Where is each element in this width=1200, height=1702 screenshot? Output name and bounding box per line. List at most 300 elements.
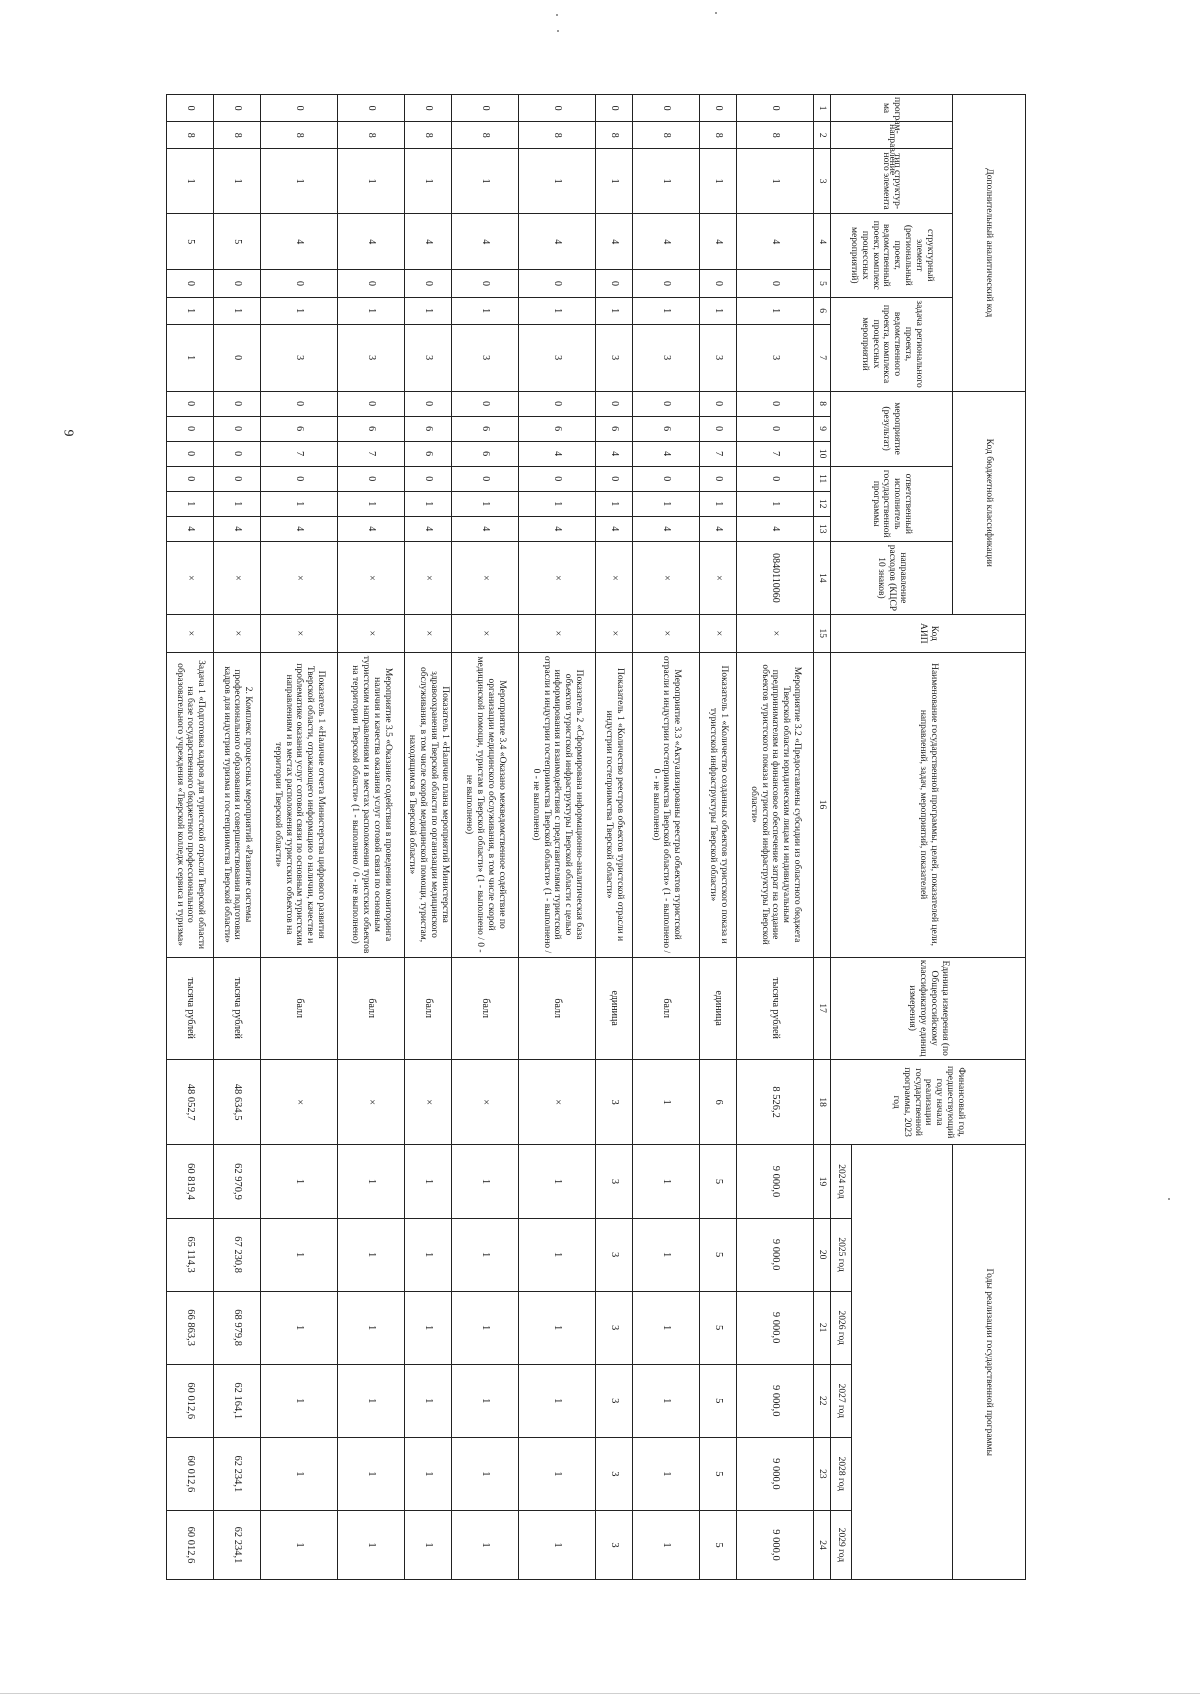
year-value-cell: 1: [633, 1437, 700, 1510]
code-cell: 1: [519, 491, 596, 516]
unit-cell: балл: [338, 957, 405, 1059]
header-year: 2028 год: [831, 1437, 852, 1510]
year-value-cell: 3: [596, 1291, 633, 1364]
code-cell: 0: [519, 95, 596, 122]
code-cell: 0: [452, 95, 519, 122]
description-cell: Задача 1 «Подготовка кадров для туристской отрасли Тверской области на базе государственного бюджетного профессионального образовательного учреждения «Тверской колледж сервиса и туризма»: [167, 652, 214, 957]
base-year-cell: ×: [261, 1059, 338, 1145]
code-cell: 4: [633, 214, 700, 270]
code-cell: 1: [596, 491, 633, 516]
code-cell: 0: [261, 95, 338, 122]
column-index-cell: 11: [814, 466, 831, 491]
code-cell: 0: [167, 441, 214, 466]
code-cell: 0: [214, 441, 261, 466]
code-cell: 0: [596, 466, 633, 491]
header-strukt-element: структурный элемент (региональный проект, ведомственный проект, комплекс процессных мероприятий): [831, 214, 953, 298]
code-cell: 1: [214, 149, 261, 214]
year-value-cell: 66 863,3: [167, 1291, 214, 1364]
ait-cell: ×: [214, 615, 261, 653]
year-value-cell: 1: [261, 1145, 338, 1218]
code-cell: 0: [167, 466, 214, 491]
base-year-cell: ×: [519, 1059, 596, 1145]
code-cell: 0: [452, 270, 519, 297]
year-value-cell: 1: [633, 1364, 700, 1437]
code-cell: 4: [167, 516, 214, 541]
code-cell: 0: [261, 391, 338, 416]
code-cell: 1: [700, 149, 737, 214]
description-cell: Показатель 1 «Количество реестров объектов туристской отрасли и индустрии гостеприимства Тверской области»: [596, 652, 633, 957]
code-cell: 0: [633, 270, 700, 297]
code-cell: 1: [737, 491, 814, 516]
code-cell: 1: [596, 297, 633, 324]
base-year-cell: 48 052,7: [167, 1059, 214, 1145]
year-value-cell: 67 230,8: [214, 1218, 261, 1291]
code-cell: 1: [405, 491, 452, 516]
code-cell: 3: [261, 324, 338, 391]
code-cell: 6: [338, 416, 405, 441]
header-years-title: Годы реализации государственной программы: [953, 1145, 1026, 1580]
year-value-cell: 1: [519, 1291, 596, 1364]
code-cell: 0: [737, 270, 814, 297]
scan-speck: [556, 14, 558, 16]
ait-cell: ×: [405, 615, 452, 653]
year-value-cell: 5: [700, 1145, 737, 1218]
scan-speck: [715, 12, 717, 14]
code-cell: 7: [261, 441, 338, 466]
code-cell: 3: [737, 324, 814, 391]
code-cell: 3: [405, 324, 452, 391]
column-index-cell: 18: [814, 1059, 831, 1145]
code-cell: 4: [633, 441, 700, 466]
description-cell: Показатель 1 «Количество созданных объектов туристского показа и туристской инфраструктуры Тверской области»: [700, 652, 737, 957]
code-cell: 0: [338, 95, 405, 122]
code-cell: 5: [167, 214, 214, 270]
column-index-cell: 6: [814, 297, 831, 324]
ait-cell: ×: [452, 615, 519, 653]
ait-cell: ×: [519, 615, 596, 653]
year-value-cell: 1: [452, 1291, 519, 1364]
code-cell: 0: [737, 416, 814, 441]
ait-cell: ×: [737, 615, 814, 653]
header-year: 2027 год: [831, 1364, 852, 1437]
code-cell: 6: [452, 441, 519, 466]
code-cell: 0: [214, 391, 261, 416]
code-cell: 8: [452, 122, 519, 149]
code-cell: 0: [167, 95, 214, 122]
table-row: [700, 95, 737, 1580]
code-cell: 1: [452, 297, 519, 324]
description-cell: Мероприятие 3.2 «Предоставлены субсидии из областного бюджета Тверской области юридическим лицам и индивидуальным предпринимателям на финансовое обеспечение затрат на создание объектов туристского показа и туристской инфраструктуры Тверской области»: [737, 652, 814, 957]
year-value-cell: 1: [452, 1218, 519, 1291]
unit-cell: балл: [452, 957, 519, 1059]
program-table: [166, 94, 1026, 1580]
column-index-cell: 10: [814, 441, 831, 466]
column-index-cell: 8: [814, 391, 831, 416]
kcsr-cell: ×: [700, 541, 737, 614]
header-meropriyatie: мероприятие (результат): [831, 391, 953, 466]
code-cell: 0: [338, 270, 405, 297]
year-value-cell: 1: [452, 1437, 519, 1510]
header-tip-elementa: тип структур-ного элемента: [831, 149, 953, 214]
code-cell: 8: [737, 122, 814, 149]
page-number: 9: [60, 429, 76, 437]
column-index-cell: 21: [814, 1291, 831, 1364]
code-cell: 4: [519, 516, 596, 541]
year-value-cell: 3: [596, 1364, 633, 1437]
code-cell: 7: [338, 441, 405, 466]
unit-cell: балл: [405, 957, 452, 1059]
column-index-cell: 12: [814, 491, 831, 516]
code-cell: 0: [167, 416, 214, 441]
code-cell: 0: [737, 466, 814, 491]
description-cell: Мероприятие 3.5 «Оказание содействия в проведении мониторинга наличия и качества оказания услуг сотовой связи по основным туристским направлениям и в местах расположения туристских объектов на территории Тверской области» (1 - выполнено / 0 - не выполнено): [338, 652, 405, 957]
code-cell: 0: [405, 466, 452, 491]
code-cell: 0: [405, 391, 452, 416]
code-cell: 1: [338, 149, 405, 214]
code-cell: 1: [261, 491, 338, 516]
year-value-cell: 1: [405, 1218, 452, 1291]
header-zadacha: задача регионального проекта, ведомственного проекта, комплекса процессных мероприятий: [831, 297, 953, 391]
kcsr-cell: ×: [167, 541, 214, 614]
year-value-cell: 60 012,6: [167, 1437, 214, 1510]
code-cell: 3: [519, 324, 596, 391]
code-cell: 0: [214, 324, 261, 391]
description-cell: Показатель 1 «Наличие плана мероприятий Министерства здравоохранения Тверской области по организации медицинского обслуживания, в том числе скорой медицинской помощи, туристам, находящимся в Тверской области»: [405, 652, 452, 957]
year-value-cell: 1: [633, 1145, 700, 1218]
year-value-cell: 60 012,6: [167, 1364, 214, 1437]
code-cell: 1: [338, 297, 405, 324]
unit-cell: балл: [261, 957, 338, 1059]
unit-cell: единица: [700, 957, 737, 1059]
year-value-cell: 1: [633, 1291, 700, 1364]
year-value-cell: 1: [338, 1364, 405, 1437]
code-cell: 8: [700, 122, 737, 149]
code-cell: 3: [338, 324, 405, 391]
code-cell: 8: [405, 122, 452, 149]
header-years-spacer: [852, 1145, 953, 1580]
code-cell: 0: [700, 95, 737, 122]
year-value-cell: 1: [519, 1437, 596, 1510]
year-value-cell: 5: [700, 1218, 737, 1291]
code-cell: 0: [633, 391, 700, 416]
table-row: [405, 95, 452, 1580]
year-value-cell: 5: [700, 1437, 737, 1510]
code-cell: 6: [519, 416, 596, 441]
code-cell: 0: [700, 391, 737, 416]
code-cell: 8: [261, 122, 338, 149]
code-cell: 4: [405, 214, 452, 270]
code-cell: 4: [633, 516, 700, 541]
ait-cell: ×: [700, 615, 737, 653]
code-cell: 0: [596, 270, 633, 297]
column-index-cell: 15: [814, 615, 831, 653]
code-cell: 1: [700, 491, 737, 516]
code-cell: 0: [452, 391, 519, 416]
code-cell: 4: [452, 214, 519, 270]
code-cell: 0: [167, 391, 214, 416]
year-value-cell: 1: [405, 1291, 452, 1364]
column-index-cell: 13: [814, 516, 831, 541]
code-cell: 3: [700, 324, 737, 391]
table-body: [167, 95, 814, 1580]
year-value-cell: 65 114,3: [167, 1218, 214, 1291]
code-cell: 0: [737, 391, 814, 416]
code-cell: 0: [633, 95, 700, 122]
table-row: [167, 95, 214, 1580]
code-cell: 8: [167, 122, 214, 149]
code-cell: 4: [261, 516, 338, 541]
header-name: Наименование государственной программы, целей, показателей цели, направлений, задач, мероприятий, показателей: [831, 652, 1026, 957]
unit-cell: тысяча рублей: [737, 957, 814, 1059]
code-cell: 0: [519, 466, 596, 491]
year-value-cell: 68 979,8: [214, 1291, 261, 1364]
year-value-cell: 62 234,1: [214, 1510, 261, 1579]
year-value-cell: 5: [700, 1364, 737, 1437]
year-value-cell: 62 164,1: [214, 1364, 261, 1437]
code-cell: 0: [261, 466, 338, 491]
year-value-cell: 1: [519, 1145, 596, 1218]
code-cell: 0: [596, 391, 633, 416]
base-year-cell: 8 526,2: [737, 1059, 814, 1145]
kcsr-cell: ×: [214, 541, 261, 614]
column-index-row: [814, 95, 831, 1580]
code-cell: 0: [214, 466, 261, 491]
ait-cell: ×: [633, 615, 700, 653]
column-index-cell: 22: [814, 1364, 831, 1437]
code-cell: 0: [633, 466, 700, 491]
year-value-cell: 1: [261, 1364, 338, 1437]
code-cell: 4: [700, 516, 737, 541]
header-budget-code: Код бюджетной классификации: [953, 391, 1026, 614]
code-cell: 1: [737, 297, 814, 324]
code-cell: 1: [596, 149, 633, 214]
header-year: 2024 год: [831, 1145, 852, 1218]
code-cell: 0: [452, 466, 519, 491]
base-year-cell: ×: [338, 1059, 405, 1145]
base-year-cell: 6: [700, 1059, 737, 1145]
year-value-cell: 1: [338, 1437, 405, 1510]
code-cell: 4: [596, 516, 633, 541]
code-cell: 4: [519, 214, 596, 270]
header-dop-code: Дополнительный аналитический код: [953, 95, 1026, 392]
table-row: [519, 95, 596, 1580]
year-value-cell: 9 000,0: [737, 1291, 814, 1364]
year-value-cell: 1: [338, 1291, 405, 1364]
description-cell: Показатель 2 «Сформирована информационно-аналитическая база объектов туристской инфраструктуры Тверской области с целью информирования и взаимодействия с представителями туристской отрасли и индустрии гостеприимства Тверской области» (1 - выполнено / 0 - не выполнено): [519, 652, 596, 957]
year-value-cell: 9 000,0: [737, 1364, 814, 1437]
kcsr-cell: 0840110060: [737, 541, 814, 614]
code-cell: 0: [167, 270, 214, 297]
column-index-cell: 24: [814, 1510, 831, 1579]
code-cell: 7: [737, 441, 814, 466]
code-cell: 1: [405, 149, 452, 214]
code-cell: 4: [596, 214, 633, 270]
code-cell: 1: [452, 491, 519, 516]
kcsr-cell: ×: [261, 541, 338, 614]
code-cell: 4: [737, 214, 814, 270]
code-cell: 1: [633, 149, 700, 214]
kcsr-cell: ×: [405, 541, 452, 614]
column-index-cell: 17: [814, 957, 831, 1059]
year-value-cell: 1: [452, 1364, 519, 1437]
code-cell: 6: [633, 416, 700, 441]
scan-speck: [1168, 1198, 1170, 1200]
year-value-cell: 1: [405, 1510, 452, 1579]
column-index-cell: 4: [814, 214, 831, 270]
table-row: [737, 95, 814, 1580]
code-cell: 0: [338, 391, 405, 416]
header-napravlenie: направление: [831, 122, 953, 149]
header-ispolnitel: ответственный исполнитель государственной программы: [831, 466, 953, 541]
code-cell: 4: [338, 214, 405, 270]
code-cell: 4: [596, 441, 633, 466]
code-cell: 1: [167, 324, 214, 391]
code-cell: 1: [633, 491, 700, 516]
code-cell: 1: [737, 149, 814, 214]
code-cell: 0: [338, 466, 405, 491]
unit-cell: балл: [519, 957, 596, 1059]
code-cell: 4: [405, 516, 452, 541]
code-cell: 1: [261, 297, 338, 324]
base-year-cell: 1: [633, 1059, 700, 1145]
code-cell: 6: [405, 416, 452, 441]
table-row: [338, 95, 405, 1580]
column-index-cell: 7: [814, 324, 831, 391]
code-cell: 4: [519, 441, 596, 466]
code-cell: 4: [737, 516, 814, 541]
header-year: 2029 год: [831, 1510, 852, 1579]
base-year-cell: ×: [405, 1059, 452, 1145]
code-cell: 1: [167, 149, 214, 214]
year-value-cell: 1: [405, 1437, 452, 1510]
year-value-cell: 1: [633, 1510, 700, 1579]
code-cell: 6: [452, 416, 519, 441]
year-value-cell: 9 000,0: [737, 1437, 814, 1510]
table-row: [596, 95, 633, 1580]
kcsr-cell: ×: [633, 541, 700, 614]
code-cell: 1: [261, 149, 338, 214]
year-value-cell: 5: [700, 1291, 737, 1364]
header-kod-ait: Код АИП: [831, 615, 1026, 653]
kcsr-cell: ×: [338, 541, 405, 614]
column-index-cell: 20: [814, 1218, 831, 1291]
column-index-cell: 16: [814, 652, 831, 957]
kcsr-cell: ×: [519, 541, 596, 614]
code-cell: 4: [261, 214, 338, 270]
code-cell: 6: [405, 441, 452, 466]
column-index-cell: 9: [814, 416, 831, 441]
year-value-cell: 60 012,6: [167, 1510, 214, 1579]
year-value-cell: 9 000,0: [737, 1145, 814, 1218]
table-row: [633, 95, 700, 1580]
code-cell: 0: [519, 391, 596, 416]
code-cell: 4: [214, 516, 261, 541]
landscape-table: [174, 94, 1026, 1580]
code-cell: 4: [700, 214, 737, 270]
column-index-cell: 14: [814, 541, 831, 614]
year-value-cell: 5: [700, 1510, 737, 1579]
kcsr-cell: ×: [596, 541, 633, 614]
column-index-cell: 3: [814, 149, 831, 214]
year-value-cell: 1: [519, 1218, 596, 1291]
year-value-cell: 9 000,0: [737, 1510, 814, 1579]
code-cell: 0: [214, 95, 261, 122]
unit-cell: балл: [633, 957, 700, 1059]
year-value-cell: 9 000,0: [737, 1218, 814, 1291]
code-cell: 0: [700, 270, 737, 297]
code-cell: 0: [405, 270, 452, 297]
code-cell: 8: [519, 122, 596, 149]
table-row: [452, 95, 519, 1580]
code-cell: 1: [452, 149, 519, 214]
ait-cell: ×: [261, 615, 338, 653]
code-cell: 1: [700, 297, 737, 324]
year-value-cell: 1: [519, 1510, 596, 1579]
base-year-cell: ×: [452, 1059, 519, 1145]
code-cell: 3: [452, 324, 519, 391]
code-cell: 1: [519, 297, 596, 324]
year-value-cell: 1: [452, 1510, 519, 1579]
description-cell: 2. Комплекс процессных мероприятий «Развитие системы профессионального образования и совершенствования подготовки кадров для индустрии туризма и гостеприимства Тверской области»: [214, 652, 261, 957]
code-cell: 0: [700, 416, 737, 441]
unit-cell: единица: [596, 957, 633, 1059]
column-index-cell: 23: [814, 1437, 831, 1510]
code-cell: 1: [633, 297, 700, 324]
code-cell: 1: [338, 491, 405, 516]
code-cell: 1: [214, 297, 261, 324]
scan-edge-line: [0, 1693, 1200, 1694]
description-cell: Показатель 1 «Наличие отчета Министерства цифрового развития Тверской области, отражающего информацию о наличии, качестве и проблематике оказания услуг сотовой связи по основным туристским направлениям и в местах расположения туристских объектов на территории Тверской области»: [261, 652, 338, 957]
year-value-cell: 3: [596, 1437, 633, 1510]
year-value-cell: 1: [261, 1218, 338, 1291]
base-year-cell: 3: [596, 1059, 633, 1145]
code-cell: 8: [214, 122, 261, 149]
code-cell: 5: [214, 214, 261, 270]
code-cell: 7: [700, 441, 737, 466]
year-value-cell: 1: [338, 1218, 405, 1291]
ait-cell: ×: [167, 615, 214, 653]
column-index-cell: 5: [814, 270, 831, 297]
year-value-cell: 62 234,1: [214, 1437, 261, 1510]
column-index-cell: 2: [814, 122, 831, 149]
column-index-cell: 19: [814, 1145, 831, 1218]
year-value-cell: 1: [261, 1437, 338, 1510]
code-cell: 0: [596, 95, 633, 122]
code-cell: 1: [214, 491, 261, 516]
code-cell: 0: [737, 95, 814, 122]
year-value-cell: 3: [596, 1145, 633, 1218]
code-cell: 8: [596, 122, 633, 149]
column-index-cell: 1: [814, 95, 831, 122]
code-cell: 0: [214, 270, 261, 297]
code-cell: 0: [700, 466, 737, 491]
year-value-cell: 1: [338, 1145, 405, 1218]
unit-cell: тысяча рублей: [214, 957, 261, 1059]
year-value-cell: 1: [519, 1364, 596, 1437]
code-cell: 6: [596, 416, 633, 441]
unit-cell: тысяча рублей: [167, 957, 214, 1059]
code-cell: 6: [261, 416, 338, 441]
year-value-cell: 60 819,4: [167, 1145, 214, 1218]
header-rashody: направление расходов (КЦСР 10 знаков): [831, 541, 953, 614]
code-cell: 1: [167, 297, 214, 324]
code-cell: 0: [519, 270, 596, 297]
year-value-cell: 62 970,9: [214, 1145, 261, 1218]
year-value-cell: 1: [405, 1364, 452, 1437]
base-year-cell: 48 634,5: [214, 1059, 261, 1145]
code-cell: 1: [405, 297, 452, 324]
code-cell: 8: [633, 122, 700, 149]
